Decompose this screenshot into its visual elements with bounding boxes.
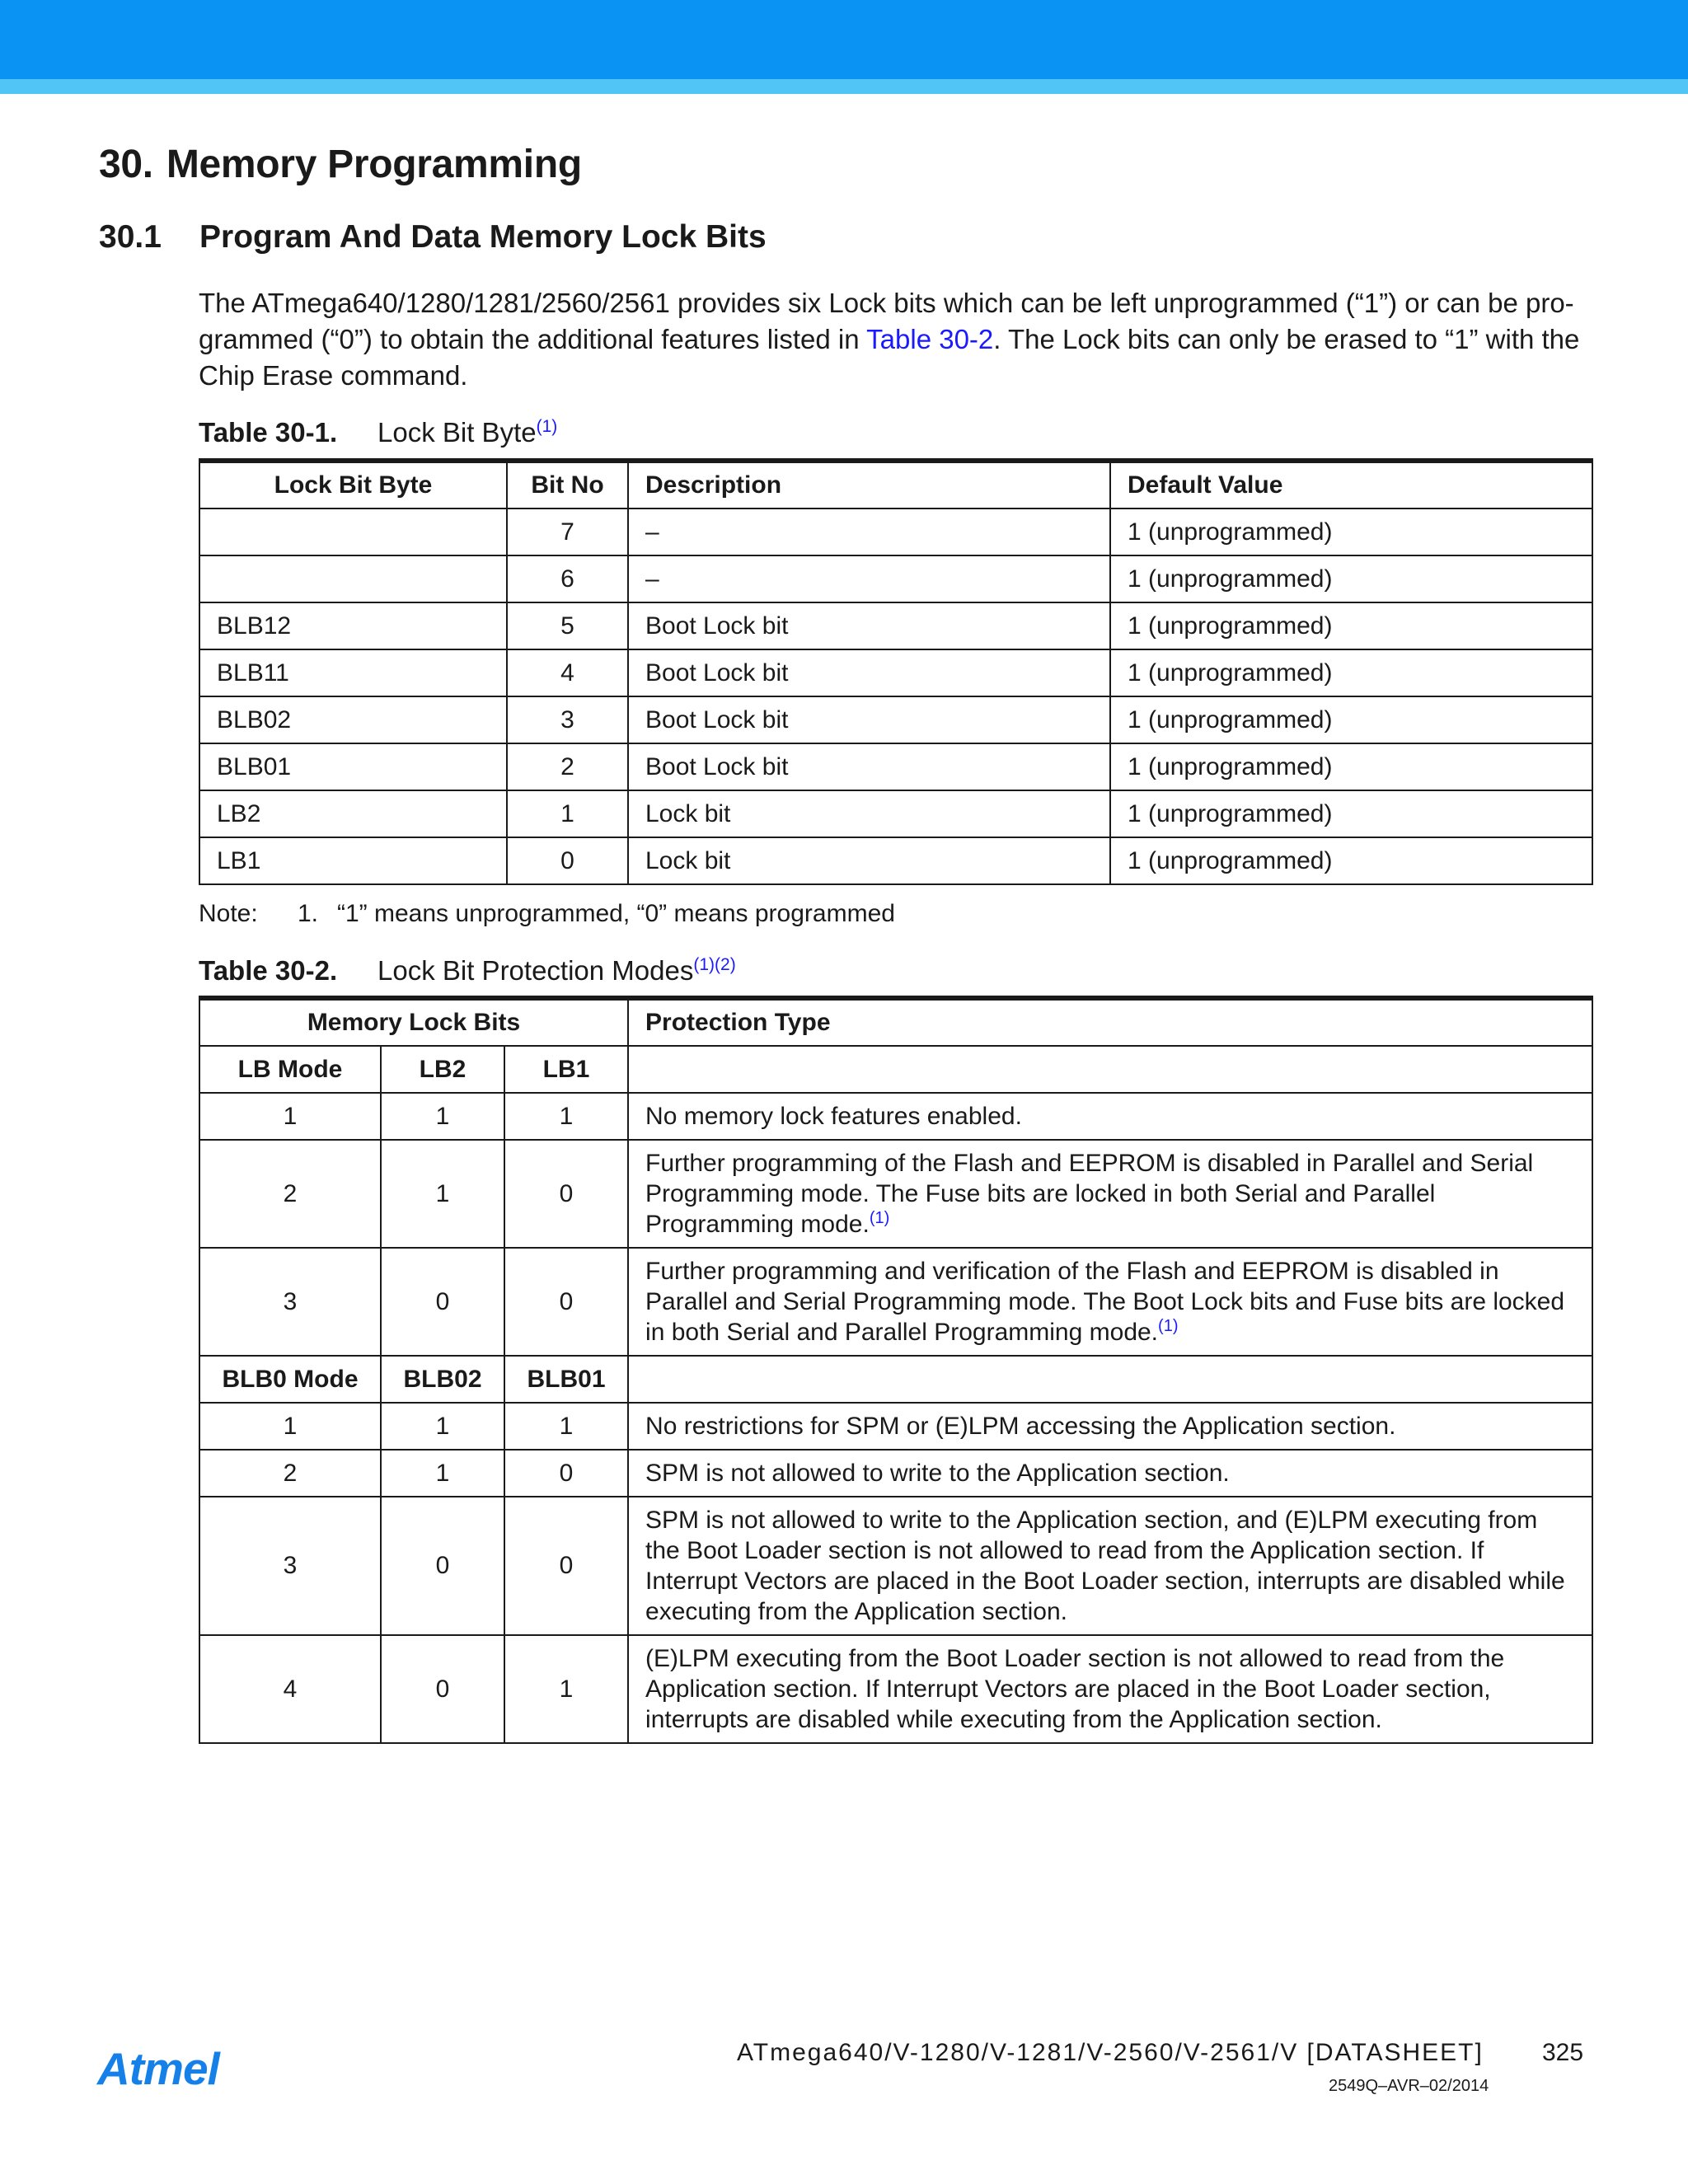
table-cell: Boot Lock bit <box>628 743 1110 790</box>
chapter-heading <box>99 142 582 187</box>
table-cell: – <box>628 555 1110 602</box>
header-stripe <box>0 79 1688 94</box>
table-cell: 1 (unprogrammed) <box>1110 743 1592 790</box>
description-text: Further programming and verification of the Flash and EEPROM is disabled in Parallel and Serial Programming mode. The Boot Lock bits and Fuse bits are locked in both Serial and Parallel Programming mode. <box>645 1258 1565 1346</box>
table-cell: 1 (unprogrammed) <box>1110 555 1592 602</box>
table-row <box>199 743 1592 790</box>
table-row <box>199 1635 1592 1743</box>
footnote-reference[interactable]: (1) <box>1158 1317 1179 1335</box>
table-cell: – <box>628 509 1110 555</box>
table-cell: 4 <box>199 1635 381 1743</box>
table-cell: 1 <box>504 1403 628 1450</box>
sub-header-cell: LB Mode <box>199 1046 381 1093</box>
description-text: Further programming of the Flash and EEPROM is disabled in Parallel and Serial Programming mode. The Fuse bits are locked in both Serial and Parallel Programming mode. <box>645 1150 1534 1238</box>
table2-caption-footnote[interactable]: (1)(2) <box>693 955 736 974</box>
column-header: Lock Bit Byte <box>199 461 507 509</box>
table-cell: 1 (unprogrammed) <box>1110 696 1592 743</box>
table-row <box>199 1497 1592 1635</box>
table-row <box>199 509 1592 555</box>
table-cell: 2 <box>199 1140 381 1248</box>
protection-description <box>628 1140 1592 1248</box>
chapter-title: Memory Programming <box>166 143 582 186</box>
table-cell: BLB02 <box>199 696 507 743</box>
table-cell: 0 <box>504 1450 628 1497</box>
footer-document-title: ATmega640/V-1280/V-1281/V-2560/V-2561/V [DATASHEET] <box>737 2039 1484 2066</box>
table-row <box>199 1450 1592 1497</box>
table-cell: BLB11 <box>199 649 507 696</box>
table-header-row <box>199 998 1592 1046</box>
description-text: SPM is not allowed to write to the Application section, and (E)LPM executing from the Boot Loader section is not allowed to read from the Application section. If Interrupt Vectors are placed in the Boot Loader section, interrupts are disabled while executing from the Application section. <box>645 1507 1565 1625</box>
table-cell: 1 (unprogrammed) <box>1110 649 1592 696</box>
note-number: 1. <box>298 900 319 927</box>
document-code: 2549Q–AVR–02/2014 <box>1329 2077 1489 2095</box>
table-row <box>199 555 1592 602</box>
table-cell: 5 <box>507 602 628 649</box>
table-row <box>199 1248 1592 1356</box>
column-header: Description <box>628 461 1110 509</box>
sub-header-cell <box>628 1046 1592 1093</box>
table-cell: 0 <box>504 1140 628 1248</box>
table1-caption <box>199 417 557 448</box>
protection-description <box>628 1403 1592 1450</box>
table-cell: 1 <box>381 1450 504 1497</box>
table-cell: Boot Lock bit <box>628 696 1110 743</box>
table-cell: Lock bit <box>628 837 1110 884</box>
table-cell: Boot Lock bit <box>628 602 1110 649</box>
column-header: Default Value <box>1110 461 1592 509</box>
chapter-number: 30. <box>99 143 153 186</box>
sub-header-cell: BLB02 <box>381 1356 504 1403</box>
table-30-2-link[interactable]: Table 30-2 <box>866 324 994 354</box>
table-cell: LB2 <box>199 790 507 837</box>
description-text: No restrictions for SPM or (E)LPM accessing the Application section. <box>645 1413 1396 1440</box>
table1-caption-footnote[interactable]: (1) <box>536 417 558 436</box>
table2-caption <box>199 955 736 987</box>
table-cell: 6 <box>507 555 628 602</box>
section-title: Program And Data Memory Lock Bits <box>199 219 767 255</box>
sub-header-cell: BLB0 Mode <box>199 1356 381 1403</box>
table1-note <box>199 900 895 928</box>
intro-text-before: The ATmega640/1280/1281/2560/2561 provides six Lock bits which can be left unprogrammed (“1”) or can be pro-grammed (“0”) to obtain the additional features listed in <box>199 288 1574 354</box>
table-cell: 1 <box>199 1093 381 1140</box>
table-cell: 2 <box>199 1450 381 1497</box>
table-cell: 3 <box>199 1497 381 1635</box>
table-cell: 1 (unprogrammed) <box>1110 790 1592 837</box>
sub-header-cell <box>628 1356 1592 1403</box>
section-number: 30.1 <box>99 219 162 255</box>
table2-label: Table 30-2. <box>199 955 338 986</box>
table-cell: Lock bit <box>628 790 1110 837</box>
column-header: Bit No <box>507 461 628 509</box>
table-cell: 3 <box>507 696 628 743</box>
intro-paragraph <box>199 285 1592 394</box>
table-cell: BLB01 <box>199 743 507 790</box>
protection-description <box>628 1450 1592 1497</box>
description-text: (E)LPM executing from the Boot Loader section is not allowed to read from the Application section. If Interrupt Vectors are placed in the Boot Loader section, interrupts are disabled while executing from the Application section. <box>645 1645 1505 1733</box>
lock-bit-byte-table <box>199 458 1593 885</box>
protection-type-header: Protection Type <box>628 998 1592 1046</box>
sub-header-cell: LB2 <box>381 1046 504 1093</box>
table-cell: 4 <box>507 649 628 696</box>
header-bar <box>0 0 1688 79</box>
table-cell: 1 <box>381 1403 504 1450</box>
table-cell: LB1 <box>199 837 507 884</box>
protection-description <box>628 1635 1592 1743</box>
table-cell: 1 <box>381 1140 504 1248</box>
table-cell: 1 <box>199 1403 381 1450</box>
table-cell: 0 <box>504 1248 628 1356</box>
table-row <box>199 1093 1592 1140</box>
table-cell: 2 <box>507 743 628 790</box>
table-row <box>199 1403 1592 1450</box>
table-row <box>199 696 1592 743</box>
atmel-logo: Atmel <box>97 2043 219 2094</box>
protection-description <box>628 1248 1592 1356</box>
table-cell: 0 <box>507 837 628 884</box>
table2-caption-text: Lock Bit Protection Modes <box>377 955 694 986</box>
protection-description <box>628 1093 1592 1140</box>
table-cell: 1 <box>507 790 628 837</box>
note-text: “1” means unprogrammed, “0” means programmed <box>337 900 895 927</box>
table-cell: 1 <box>381 1093 504 1140</box>
page-number: 325 <box>1542 2039 1584 2066</box>
table1-caption-text: Lock Bit Byte <box>377 417 537 448</box>
table-cell: 1 (unprogrammed) <box>1110 602 1592 649</box>
table-row <box>199 837 1592 884</box>
description-text: SPM is not allowed to write to the Application section. <box>645 1460 1230 1487</box>
table-row <box>199 790 1592 837</box>
table-row <box>199 1140 1592 1248</box>
table-row <box>199 649 1592 696</box>
table-cell: 0 <box>381 1497 504 1635</box>
table-cell: Boot Lock bit <box>628 649 1110 696</box>
table-cell: 0 <box>504 1497 628 1635</box>
description-text: No memory lock features enabled. <box>645 1103 1022 1130</box>
table-cell: 0 <box>381 1635 504 1743</box>
table-cell: 1 (unprogrammed) <box>1110 509 1592 555</box>
table-cell: 1 <box>504 1635 628 1743</box>
table-cell: 1 (unprogrammed) <box>1110 837 1592 884</box>
footnote-reference[interactable]: (1) <box>869 1209 890 1227</box>
table1-label: Table 30-1. <box>199 417 338 448</box>
table-cell: 3 <box>199 1248 381 1356</box>
table-cell <box>199 555 507 602</box>
protection-description <box>628 1497 1592 1635</box>
table-cell <box>199 509 507 555</box>
intro-text-after: . The Lock bits can only be erased to “1” with the Chip Erase command. <box>199 324 1580 391</box>
table-cell: 7 <box>507 509 628 555</box>
table-row <box>199 602 1592 649</box>
section-heading <box>99 219 767 255</box>
memory-lock-bits-header: Memory Lock Bits <box>199 998 628 1046</box>
table-cell: BLB12 <box>199 602 507 649</box>
sub-header-cell: BLB01 <box>504 1356 628 1403</box>
sub-header-row <box>199 1046 1592 1093</box>
sub-header-row <box>199 1356 1592 1403</box>
sub-header-cell: LB1 <box>504 1046 628 1093</box>
table-cell: 0 <box>381 1248 504 1356</box>
table-cell: 1 <box>504 1093 628 1140</box>
note-label: Note: <box>199 900 258 927</box>
lock-bit-protection-modes-table <box>199 996 1593 1744</box>
table-header-row <box>199 461 1592 509</box>
